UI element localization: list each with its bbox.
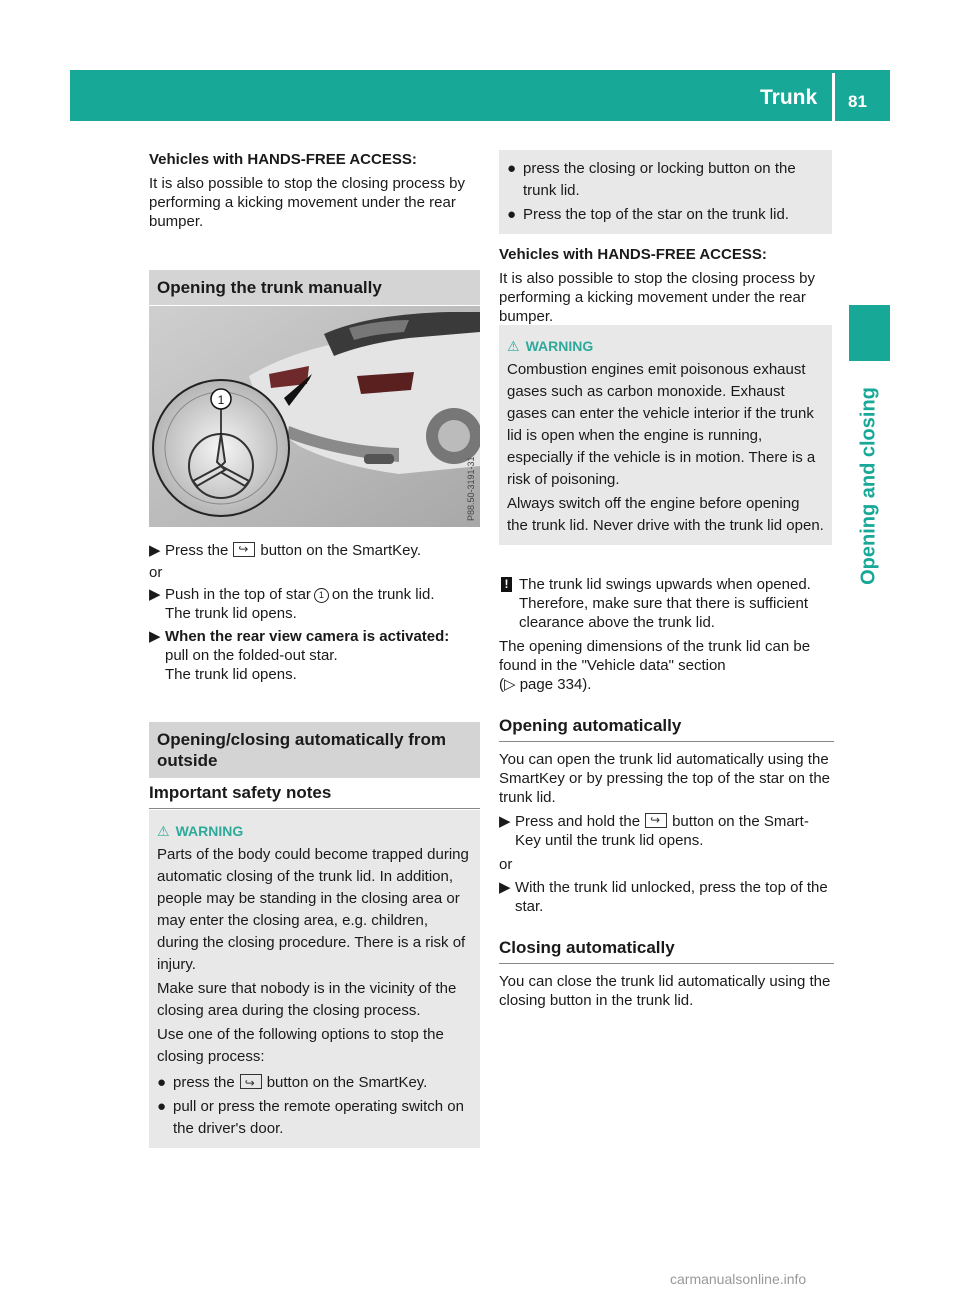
step-text: With the trunk lid unlocked, press the top of the star. [515, 879, 828, 915]
open-heading: Opening automatically [499, 716, 834, 742]
step-text: Press and hold the [515, 813, 641, 830]
warning-paragraph: Parts of the body could become trapped during automatic closing of the trunk lid. In addition, people may be standing in the closing area or may enter the closing area, e.g. children, during the closing procedure. There is a risk of injury. [157, 846, 469, 973]
step-item [499, 878, 834, 916]
side-chapter-label: Opening and closing [857, 387, 880, 585]
step-item [149, 627, 480, 684]
step-arrow-icon: ▶ [499, 879, 511, 896]
warning-bullet [157, 1096, 472, 1140]
step-item [149, 585, 480, 623]
arrow-ref-icon: ▷ [504, 676, 516, 693]
warning-box [499, 325, 832, 545]
safety-heading: Important safety notes [149, 783, 480, 809]
bullet-icon: ● [507, 160, 517, 177]
or-text: or [499, 856, 513, 873]
open-block [499, 750, 834, 916]
warning-title-text: WARNING [175, 823, 244, 839]
warning-title-text: WARNING [525, 338, 594, 354]
close-heading: Closing automatically [499, 938, 834, 964]
warning-paragraph: Make sure that nobody is in the vicinity of the closing area during the closing process. [157, 980, 457, 1019]
bullet-text: button on the SmartKey. [266, 1074, 428, 1091]
open-text: You can open the trunk lid automatically using the SmartKey or by pressing the top of the star on the trunk lid. [499, 751, 831, 806]
warning-bullet [507, 204, 824, 226]
note-item [499, 575, 834, 632]
note-exclamation-icon: ! [501, 577, 512, 592]
step-arrow-icon: ▶ [499, 813, 511, 830]
step-result: The trunk lid opens. [165, 605, 297, 622]
step-arrow-icon: ▶ [149, 542, 161, 559]
number-circle: 1 [314, 588, 329, 603]
trunk-key-icon [240, 1074, 262, 1089]
step-text: pull on the folded-out star. [165, 647, 338, 664]
step-arrow-icon: ▶ [149, 586, 161, 603]
step-text: on the trunk lid. [331, 586, 435, 603]
warning-triangle-icon: ⚠ [507, 338, 520, 354]
page-reference: (▷ page 334). [499, 676, 592, 693]
dims-text: The opening dimensions of the trunk lid can be found in the "Vehicle data" section [499, 638, 811, 674]
warning-title [507, 335, 824, 357]
header-divider [832, 73, 835, 121]
warning-paragraph: Combustion engines emit poisonous exhaust gases such as carbon monoxide. Exhaust gases can enter the vehicle interior if the trunk lid is open when the engine is running, especially if the vehicle is in motion. There is a risk of poisoning. [507, 361, 816, 488]
close-block [499, 972, 834, 1010]
section-title: Trunk [760, 86, 818, 109]
step-item [499, 812, 834, 850]
warning-triangle-icon: ⚠ [157, 823, 170, 839]
bullet-text: press the closing or locking button on the trunk lid. [523, 160, 796, 199]
side-tab [849, 305, 890, 361]
bullet-icon: ● [507, 206, 517, 223]
step-text: button on the SmartKey. [260, 542, 422, 559]
trunk-key-icon [645, 813, 667, 828]
step-title: When the rear view camera is activated: [165, 628, 450, 645]
note-text: The trunk lid swings upwards when opened. Therefore, make sure that there is sufficient clearance above the trunk lid. [519, 576, 811, 631]
warning-box [149, 810, 480, 1148]
hfa-title: Vehicles with HANDS-FREE ACCESS: [499, 246, 767, 263]
step-item [149, 541, 480, 560]
bullet-text: Press the top of the star on the trunk lid. [523, 206, 789, 223]
bullet-text: pull or press the remote operating switch on the driver's door. [173, 1098, 464, 1137]
manual-steps [149, 541, 480, 684]
watermark: carmanualsonline.info [670, 1271, 807, 1287]
step-text: Press the [165, 542, 229, 559]
warning-title [157, 820, 472, 842]
trunk-star-image [149, 306, 480, 527]
bullet-text: press the [173, 1074, 235, 1091]
close-text: You can close the trunk lid automatically using the closing button in the trunk lid. [499, 973, 831, 1009]
page-reference-text[interactable]: page 334). [519, 676, 592, 693]
hfa-title: Vehicles with HANDS-FREE ACCESS: [149, 151, 417, 168]
warning-bullet [157, 1072, 472, 1094]
hfa-text: It is also possible to stop the closing process by performing a kicking movement under the rear bumper. [499, 270, 815, 325]
image-callout: 1 [217, 393, 225, 407]
auto-heading: Opening/closing automatically from outside [149, 722, 480, 778]
bullet-icon: ● [157, 1074, 167, 1091]
manual-heading: Opening the trunk manually [149, 270, 480, 305]
warning-bullet [507, 158, 824, 202]
or-text: or [149, 564, 163, 581]
hfa-block-right [499, 245, 834, 326]
step-text: Push in the top of star [165, 586, 311, 603]
step-arrow-icon: ▶ [149, 628, 161, 645]
note-block [499, 575, 834, 694]
warning-paragraph: Use one of the following options to stop the closing process: [157, 1026, 444, 1065]
hfa-text: It is also possible to stop the closing process by performing a kicking movement under the rear bumper. [149, 175, 465, 230]
image-code: P88.50-3191-31 [466, 456, 476, 521]
trunk-key-icon [233, 542, 255, 557]
bullet-icon: ● [157, 1098, 167, 1115]
page-number: 81 [848, 92, 867, 111]
step-result: The trunk lid opens. [165, 666, 297, 683]
warning-paragraph: Always switch off the engine before opening the trunk lid. Never drive with the trunk lid open. [507, 495, 824, 534]
step-text: button on the Smart-Key until the trunk lid opens. [515, 813, 809, 849]
left-column [149, 150, 480, 231]
warning-box-continued [499, 150, 832, 234]
